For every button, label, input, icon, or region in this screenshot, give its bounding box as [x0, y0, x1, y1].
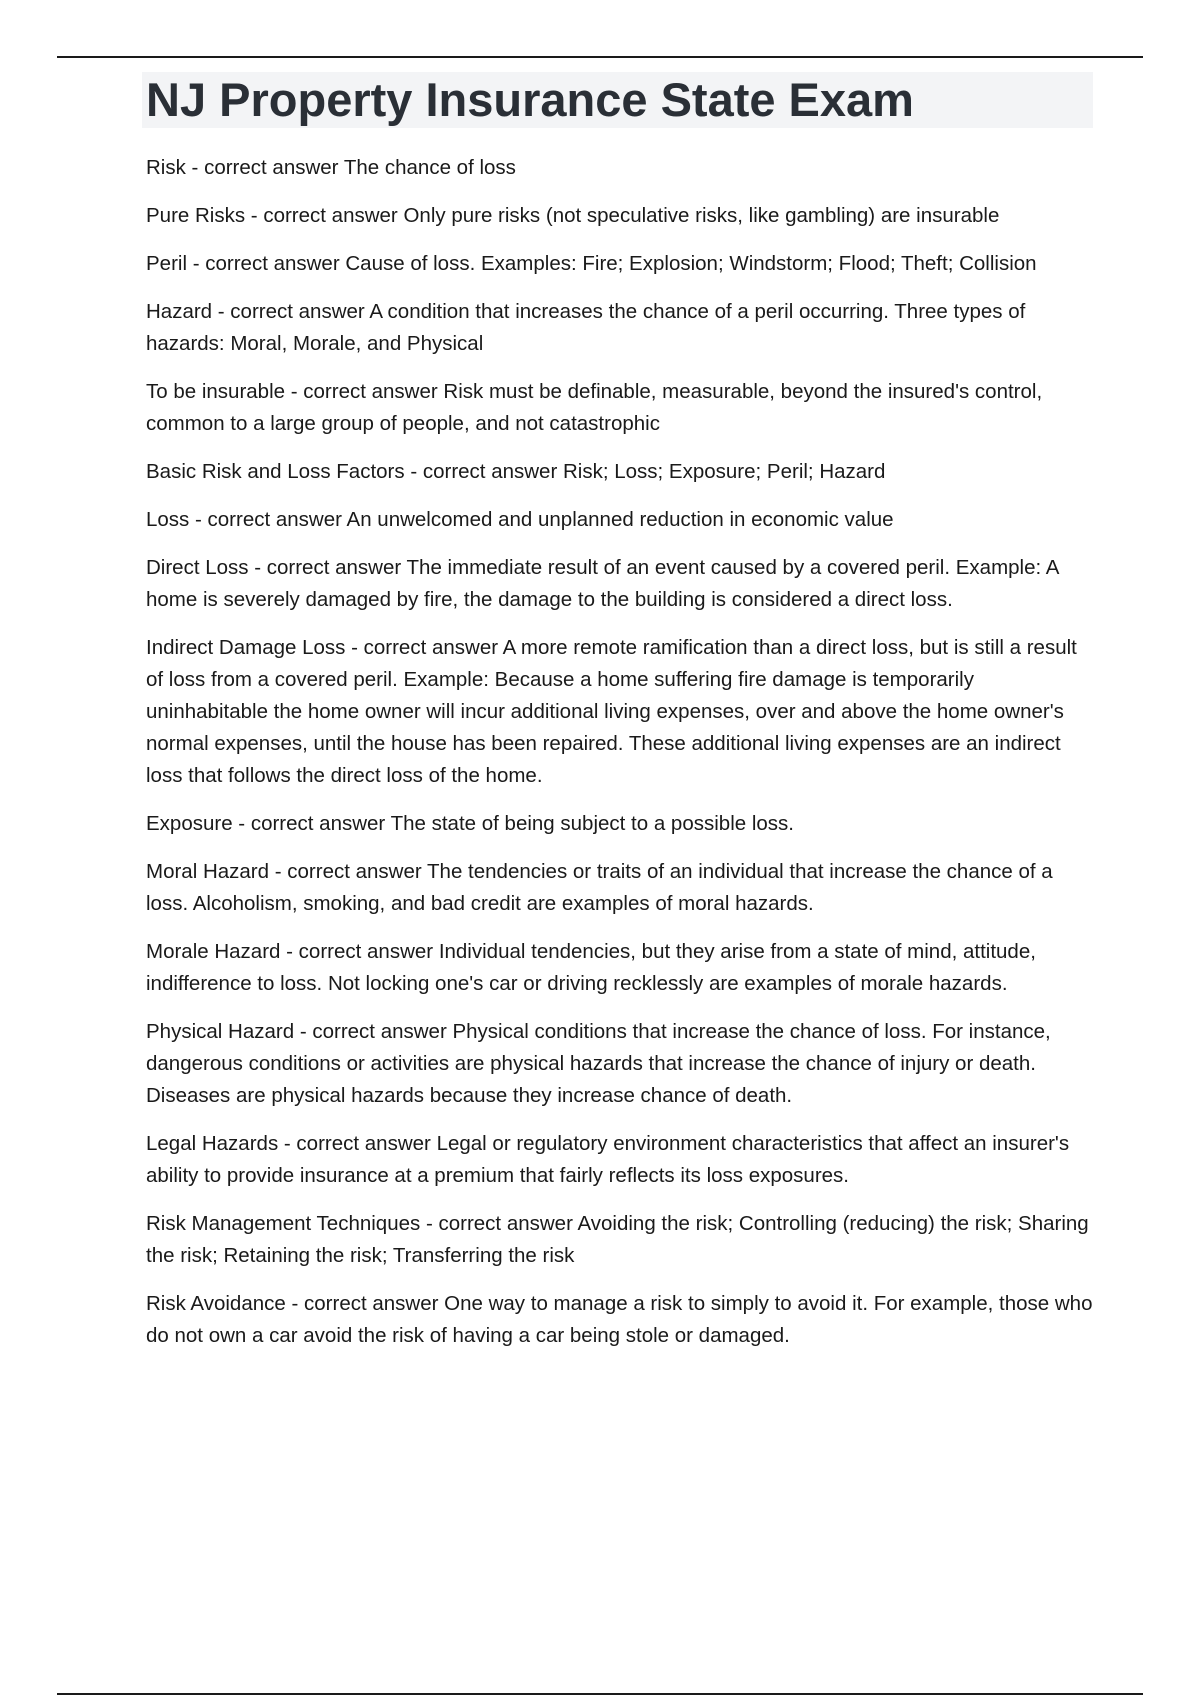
entry-separator: - correct answer: [269, 860, 428, 883]
entry-answer: Risk must be definable, measurable, beyond the insured's control, common to a large group of people, and not catastrophic: [146, 380, 1043, 435]
flashcard-entry: [146, 1288, 1096, 1352]
entry-separator: - correct answer: [280, 940, 439, 963]
entry-term: Physical Hazard: [146, 1020, 295, 1043]
entry-answer: Cause of loss. Examples: Fire; Explosion; Windstorm; Flood; Theft; Collision: [345, 252, 1037, 275]
entry-separator: - correct answer: [294, 1020, 453, 1043]
flashcard-entry: [146, 552, 1096, 616]
flashcard-entry: [146, 296, 1096, 360]
entry-term: Morale Hazard: [146, 940, 281, 963]
entry-separator: - correct answer: [345, 636, 503, 659]
flashcard-entry: [146, 1208, 1096, 1272]
entry-answer: Physical conditions that increase the chance of loss. For instance, dangerous conditions or activities are physical hazards that increase the chance of injury or death. Diseases are physical hazards because they increase chance of death.: [146, 1020, 1051, 1107]
flashcard-entry: [146, 376, 1096, 440]
entry-term: Legal Hazards: [146, 1132, 279, 1155]
entry-term: Exposure: [146, 812, 233, 835]
entry-answer: A more remote ramification than a direct loss, but is still a result of loss from a covered peril. Example: Because a home suffering fire damage is temporarily uninhabitable the home owner will incur additional living expenses, over and above the home owner's normal expenses, until the house has been repaired. These additional living expenses are an indirect loss that follows the direct loss of the home.: [146, 636, 1077, 787]
flashcard-list: [146, 152, 1096, 1368]
entry-separator: - correct answer: [404, 460, 563, 483]
entry-separator: - correct answer: [245, 204, 404, 227]
flashcard-entry: [146, 504, 1096, 536]
entry-answer: A condition that increases the chance of a peril occurring. Three types of hazards: Moral, Morale, and Physical: [146, 300, 1026, 355]
entry-term: Risk: [146, 156, 186, 179]
footer-rule: [57, 1693, 1143, 1695]
flashcard-entry: [146, 200, 1096, 232]
entry-separator: - correct answer: [212, 300, 370, 323]
entry-answer: Legal or regulatory environment characteristics that affect an insurer's ability to provide insurance at a premium that fairly reflects its loss exposures.: [146, 1132, 1070, 1187]
entry-separator: - correct answer: [185, 156, 344, 179]
entry-separator: - correct answer: [278, 1132, 437, 1155]
entry-separator: - correct answer: [187, 252, 346, 275]
entry-term: Moral Hazard: [146, 860, 270, 883]
entry-term: Indirect Damage Loss: [146, 636, 346, 659]
flashcard-entry: [146, 456, 1096, 488]
entry-separator: - correct answer: [189, 508, 347, 531]
entry-answer: Risk; Loss; Exposure; Peril; Hazard: [562, 460, 886, 483]
entry-answer: An unwelcomed and unplanned reduction in economic value: [346, 508, 894, 531]
entry-term: Loss: [146, 508, 190, 531]
entry-answer: One way to manage a risk to simply to avoid it. For example, those who do not own a car avoid the risk of having a car being stole or damaged.: [146, 1292, 1093, 1347]
entry-answer: Avoiding the risk; Controlling (reducing) the risk; Sharing the risk; Retaining the risk; Transferring the risk: [146, 1212, 1089, 1267]
flashcard-entry: [146, 808, 1096, 840]
entry-answer: The state of being subject to a possible loss.: [390, 812, 794, 835]
flashcard-entry: [146, 248, 1096, 280]
entry-separator: - correct answer: [285, 1292, 445, 1315]
entry-term: To be insurable: [146, 380, 286, 403]
entry-separator: - correct answer: [232, 812, 391, 835]
entry-answer: Only pure risks (not speculative risks, like gambling) are insurable: [403, 204, 1000, 227]
flashcard-entry: [146, 1128, 1096, 1192]
entry-term: Direct Loss: [146, 556, 249, 579]
entry-term: Basic Risk and Loss Factors: [146, 460, 405, 483]
flashcard-entry: [146, 936, 1096, 1000]
entry-separator: - correct answer: [285, 380, 444, 403]
entry-answer: Individual tendencies, but they arise from a state of mind, attitude, indifference to loss. Not locking one's car or driving recklessly are examples of morale hazards.: [146, 940, 1036, 995]
flashcard-entry: [146, 1016, 1096, 1112]
header-rule: [57, 56, 1143, 58]
page-title: NJ Property Insurance State Exam: [146, 73, 914, 126]
flashcard-entry: [146, 632, 1096, 792]
entry-answer: The chance of loss: [343, 156, 516, 179]
entry-answer: The tendencies or traits of an individual that increase the chance of a loss. Alcoholism, smoking, and bad credit are examples of moral hazards.: [146, 860, 1053, 915]
entry-term: Peril: [146, 252, 188, 275]
entry-term: Hazard: [146, 300, 213, 323]
entry-separator: - correct answer: [420, 1212, 578, 1235]
entry-term: Risk Avoidance: [146, 1292, 286, 1315]
entry-term: Pure Risks: [146, 204, 246, 227]
entry-term: Risk Management Techniques: [146, 1212, 421, 1235]
entry-separator: - correct answer: [248, 556, 407, 579]
flashcard-entry: [146, 152, 1096, 184]
entry-answer: The immediate result of an event caused by a covered peril. Example: A home is severely damaged by fire, the damage to the building is considered a direct loss.: [146, 556, 1059, 611]
flashcard-entry: [146, 856, 1096, 920]
